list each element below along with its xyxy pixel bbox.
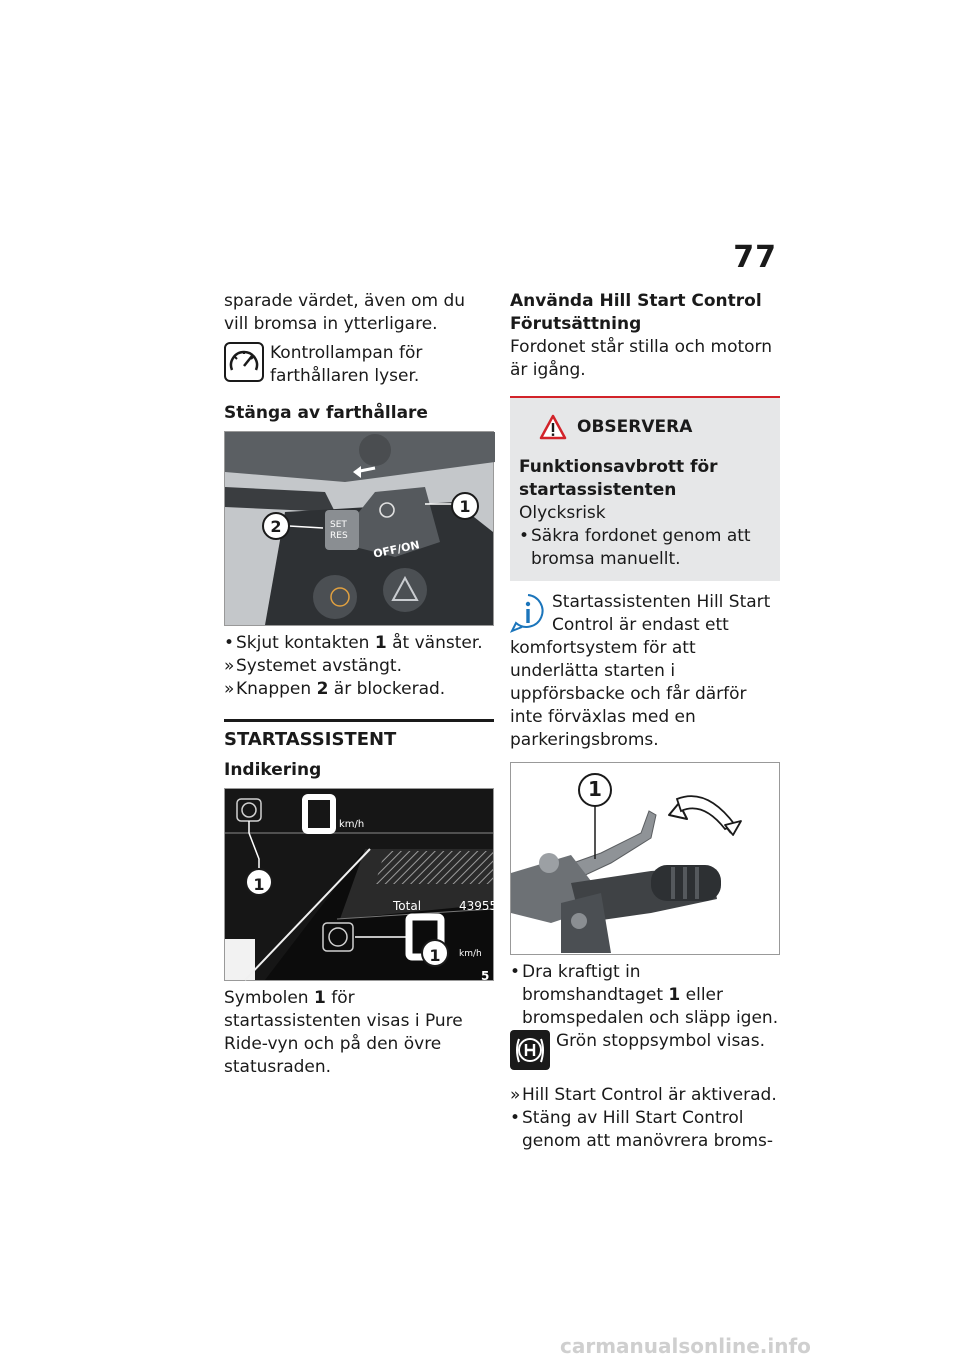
heading-use-hill-start: Använda Hill Start Control xyxy=(510,291,762,311)
result-list-item: » Knappen 2 är blockerad. xyxy=(224,679,446,699)
total-value: 43955 xyxy=(459,899,498,913)
callout-1: 1 xyxy=(253,875,265,894)
green-symbol-text: Grön stoppsymbol visas. xyxy=(556,1031,765,1051)
bullet-dot: • xyxy=(510,962,521,982)
warning-title: OBSERVERA xyxy=(577,416,693,437)
figure-cruise-switch xyxy=(224,431,494,626)
symbol-description: Symbolen 1 för startassistenten visas i Pure Ride-vyn och på den övre statusraden. xyxy=(224,988,463,1077)
right-column xyxy=(510,290,780,1153)
speed-unit-top: km/h xyxy=(339,819,365,830)
bullet-dot: • xyxy=(510,1108,521,1128)
callout-1: 1 xyxy=(459,497,471,516)
cruise-lamp-text: Kontrollampan för farthållaren lyser. xyxy=(270,343,423,386)
gear-indicator: 5 xyxy=(481,969,490,983)
warning-header xyxy=(539,414,771,440)
step-list-item: • Dra kraftigt in bromshandtaget 1 eller bromspedalen och släpp igen. xyxy=(510,962,779,1028)
result-marker: » xyxy=(510,1085,521,1105)
page-number: 77 xyxy=(733,240,777,275)
result-list-item: » Hill Start Control är aktiverad. xyxy=(510,1085,777,1105)
cruise-control-icon xyxy=(224,342,264,382)
callout-1: 1 xyxy=(429,946,441,965)
info-text: Startassistenten Hill Start Control är endast ett komfortsystem för att underlätta starten i uppförsbacke och får därför inte förväxlas med en parkeringsbroms. xyxy=(510,592,771,750)
requirement-text: Fordonet står stilla och motorn är igång. xyxy=(510,337,773,380)
result-marker: » xyxy=(224,656,235,676)
switch-illustration xyxy=(225,432,493,625)
heading-switch-off: Stänga av farthållare xyxy=(224,403,428,423)
res-label: RES xyxy=(330,531,348,541)
speed-unit-bottom: km/h xyxy=(459,949,482,959)
info-icon xyxy=(510,593,546,633)
result-list-item: » Systemet avstängt. xyxy=(224,656,402,676)
result-marker: » xyxy=(224,679,235,699)
green-symbol-row xyxy=(510,1030,780,1070)
callout-2: 2 xyxy=(270,517,282,536)
figure-display xyxy=(224,788,498,983)
section-divider xyxy=(224,719,494,722)
activate-steps xyxy=(510,961,780,1153)
set-label: SET xyxy=(330,520,347,530)
warning-triangle-icon xyxy=(539,414,567,440)
switch-steps xyxy=(224,632,494,701)
callout-1: 1 xyxy=(588,777,602,801)
warning-risk: Olycksrisk xyxy=(519,503,606,523)
section-title: STARTASSISTENT xyxy=(224,729,397,750)
step-list-item: • Stäng av Hill Start Control genom att manövrera broms- xyxy=(510,1108,773,1151)
sub-heading-indication: Indikering xyxy=(224,760,322,780)
bullet-dot: • xyxy=(224,633,235,653)
heading-requirement: Förutsättning xyxy=(510,314,642,334)
warning-heading: Funktionsavbrott för startassistenten xyxy=(519,457,718,500)
figure-brake-lever xyxy=(510,762,780,955)
cruise-lamp-row xyxy=(224,342,494,388)
total-label: Total xyxy=(393,899,422,913)
offon-label: OFF/ON xyxy=(372,538,421,561)
intro-text: sparade värdet, även om du vill bromsa in ytterligare. xyxy=(224,291,466,334)
warning-box xyxy=(510,396,780,581)
warning-list-item: • Säkra fordonet genom att bromsa manuellt. xyxy=(519,526,751,569)
brake-lever-illustration xyxy=(511,763,779,954)
info-note xyxy=(510,591,780,752)
step-list-item: • Skjut kontakten 1 åt vänster. xyxy=(224,633,483,653)
bullet-dot: • xyxy=(519,526,530,546)
left-column xyxy=(224,290,498,1079)
watermark-footer: carmanualsonline.info xyxy=(560,1334,811,1358)
hill-start-control-icon xyxy=(510,1030,550,1070)
